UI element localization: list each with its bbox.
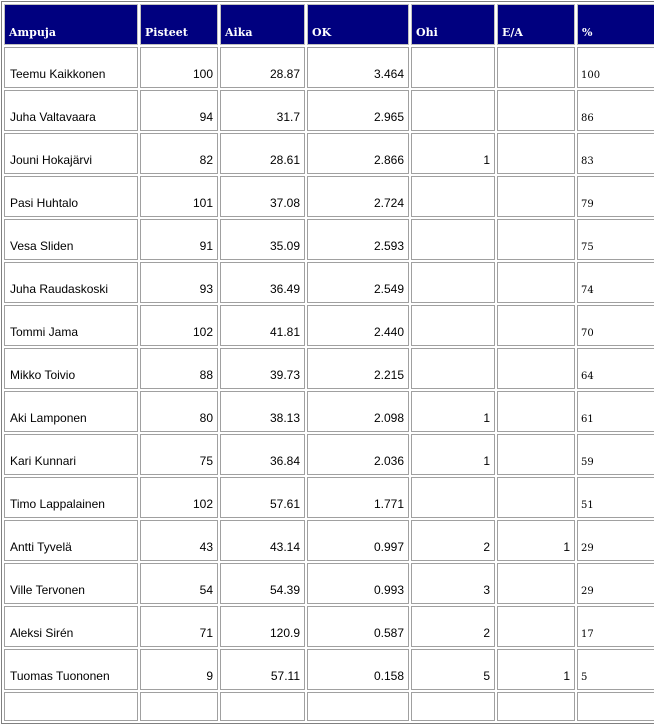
cell-aika: 28.61: [220, 133, 305, 174]
cell-pisteet: 100: [140, 47, 218, 88]
cell-ea: [497, 47, 575, 88]
results-body: [4, 47, 654, 721]
cell-aika: 37.08: [220, 176, 305, 217]
cell-pisteet: 88: [140, 348, 218, 389]
cell-ampuja: Pasi Huhtalo: [4, 176, 138, 217]
table-row: [4, 477, 654, 518]
cell-pisteet: 9: [140, 649, 218, 690]
cell-ampuja: Aki Lamponen: [4, 391, 138, 432]
cell-percent: 74: [577, 262, 654, 303]
cell-pisteet: 101: [140, 176, 218, 217]
table-row: [4, 219, 654, 260]
cell-percent: 64: [577, 348, 654, 389]
cell-aika: 36.84: [220, 434, 305, 475]
cell-ampuja: Tuomas Tuononen: [4, 649, 138, 690]
cell-ea: [497, 477, 575, 518]
header-percent: %: [577, 4, 654, 45]
cell-ok: 2.036: [307, 434, 409, 475]
cell-ampuja: Antti Tyvelä: [4, 520, 138, 561]
cell-ampuja: Timo Lappalainen: [4, 477, 138, 518]
cell-ohi: 1: [411, 434, 495, 475]
cell-ohi: [411, 305, 495, 346]
cell-ok: 0.587: [307, 606, 409, 647]
cell-ea: [497, 262, 575, 303]
cell-ok: 0.997: [307, 520, 409, 561]
cell-ok: 2.866: [307, 133, 409, 174]
cell-ok: 2.965: [307, 90, 409, 131]
cell-ampuja: Juha Raudaskoski: [4, 262, 138, 303]
cell-pisteet: 94: [140, 90, 218, 131]
cell-ea: [497, 434, 575, 475]
cell-ohi: [411, 47, 495, 88]
cell-aika: 39.73: [220, 348, 305, 389]
table-row: [4, 434, 654, 475]
cell-pisteet: 93: [140, 262, 218, 303]
cell-pisteet: 54: [140, 563, 218, 604]
empty-cell: [220, 692, 305, 721]
cell-ampuja: Vesa Sliden: [4, 219, 138, 260]
cell-aika: 57.61: [220, 477, 305, 518]
cell-ok: 2.098: [307, 391, 409, 432]
cell-ok: 1.771: [307, 477, 409, 518]
cell-percent: 59: [577, 434, 654, 475]
cell-ampuja: Jouni Hokajärvi: [4, 133, 138, 174]
cell-ohi: 5: [411, 649, 495, 690]
empty-cell: [140, 692, 218, 721]
cell-pisteet: 91: [140, 219, 218, 260]
cell-aika: 28.87: [220, 47, 305, 88]
cell-pisteet: 102: [140, 305, 218, 346]
cell-aika: 41.81: [220, 305, 305, 346]
cell-ea: [497, 219, 575, 260]
cell-aika: 120.9: [220, 606, 305, 647]
cell-ok: 3.464: [307, 47, 409, 88]
cell-pisteet: 75: [140, 434, 218, 475]
cell-percent: 5: [577, 649, 654, 690]
cell-percent: 100: [577, 47, 654, 88]
cell-percent: 75: [577, 219, 654, 260]
cell-percent: 61: [577, 391, 654, 432]
cell-ea: [497, 305, 575, 346]
header-pisteet: Pisteet: [140, 4, 218, 45]
header-ea: E/A: [497, 4, 575, 45]
cell-ea: [497, 348, 575, 389]
cell-ohi: 3: [411, 563, 495, 604]
cell-ohi: 2: [411, 520, 495, 561]
cell-ohi: 2: [411, 606, 495, 647]
cell-ea: 1: [497, 520, 575, 561]
cell-aika: 43.14: [220, 520, 305, 561]
cell-ohi: [411, 219, 495, 260]
table-row: [4, 391, 654, 432]
cell-ampuja: Mikko Toivio: [4, 348, 138, 389]
cell-percent: 86: [577, 90, 654, 131]
table-row: [4, 176, 654, 217]
table-row: [4, 649, 654, 690]
cell-percent: 29: [577, 563, 654, 604]
cell-ohi: 1: [411, 133, 495, 174]
cell-pisteet: 102: [140, 477, 218, 518]
cell-ampuja: Ville Tervonen: [4, 563, 138, 604]
empty-cell: [497, 692, 575, 721]
cell-ohi: [411, 90, 495, 131]
cell-aika: 57.11: [220, 649, 305, 690]
cell-ampuja: Teemu Kaikkonen: [4, 47, 138, 88]
cell-ea: 1: [497, 649, 575, 690]
cell-ok: 0.158: [307, 649, 409, 690]
cell-percent: 70: [577, 305, 654, 346]
cell-ohi: [411, 262, 495, 303]
cell-ea: [497, 391, 575, 432]
empty-cell: [577, 692, 654, 721]
header-aika: Aika: [220, 4, 305, 45]
cell-pisteet: 82: [140, 133, 218, 174]
cell-pisteet: 43: [140, 520, 218, 561]
empty-row: [4, 692, 654, 721]
cell-pisteet: 80: [140, 391, 218, 432]
table-row: [4, 90, 654, 131]
cell-ea: [497, 606, 575, 647]
cell-ea: [497, 133, 575, 174]
cell-aika: 54.39: [220, 563, 305, 604]
cell-ok: 2.593: [307, 219, 409, 260]
cell-aika: 38.13: [220, 391, 305, 432]
cell-ok: 2.440: [307, 305, 409, 346]
table-row: [4, 348, 654, 389]
cell-aika: 35.09: [220, 219, 305, 260]
table-row: [4, 520, 654, 561]
cell-ea: [497, 90, 575, 131]
cell-percent: 29: [577, 520, 654, 561]
header-ampuja: Ampuja: [4, 4, 138, 45]
table-row: [4, 563, 654, 604]
empty-cell: [4, 692, 138, 721]
cell-ampuja: Kari Kunnari: [4, 434, 138, 475]
cell-ampuja: Tommi Jama: [4, 305, 138, 346]
cell-aika: 36.49: [220, 262, 305, 303]
table-row: [4, 133, 654, 174]
cell-percent: 83: [577, 133, 654, 174]
cell-ok: 2.215: [307, 348, 409, 389]
cell-ohi: 1: [411, 391, 495, 432]
cell-percent: 79: [577, 176, 654, 217]
cell-percent: 17: [577, 606, 654, 647]
header-ok: OK: [307, 4, 409, 45]
empty-cell: [411, 692, 495, 721]
cell-ohi: [411, 348, 495, 389]
cell-percent: 51: [577, 477, 654, 518]
header-ohi: Ohi: [411, 4, 495, 45]
results-table: [1, 1, 654, 724]
cell-ok: 2.549: [307, 262, 409, 303]
cell-ok: 0.993: [307, 563, 409, 604]
cell-ea: [497, 563, 575, 604]
cell-ea: [497, 176, 575, 217]
cell-ok: 2.724: [307, 176, 409, 217]
cell-ampuja: Aleksi Sirén: [4, 606, 138, 647]
cell-ohi: [411, 176, 495, 217]
table-row: [4, 262, 654, 303]
table-row: [4, 606, 654, 647]
cell-aika: 31.7: [220, 90, 305, 131]
table-row: [4, 305, 654, 346]
table-row: [4, 47, 654, 88]
cell-pisteet: 71: [140, 606, 218, 647]
header-row: [4, 4, 654, 45]
cell-ampuja: Juha Valtavaara: [4, 90, 138, 131]
empty-cell: [307, 692, 409, 721]
cell-ohi: [411, 477, 495, 518]
